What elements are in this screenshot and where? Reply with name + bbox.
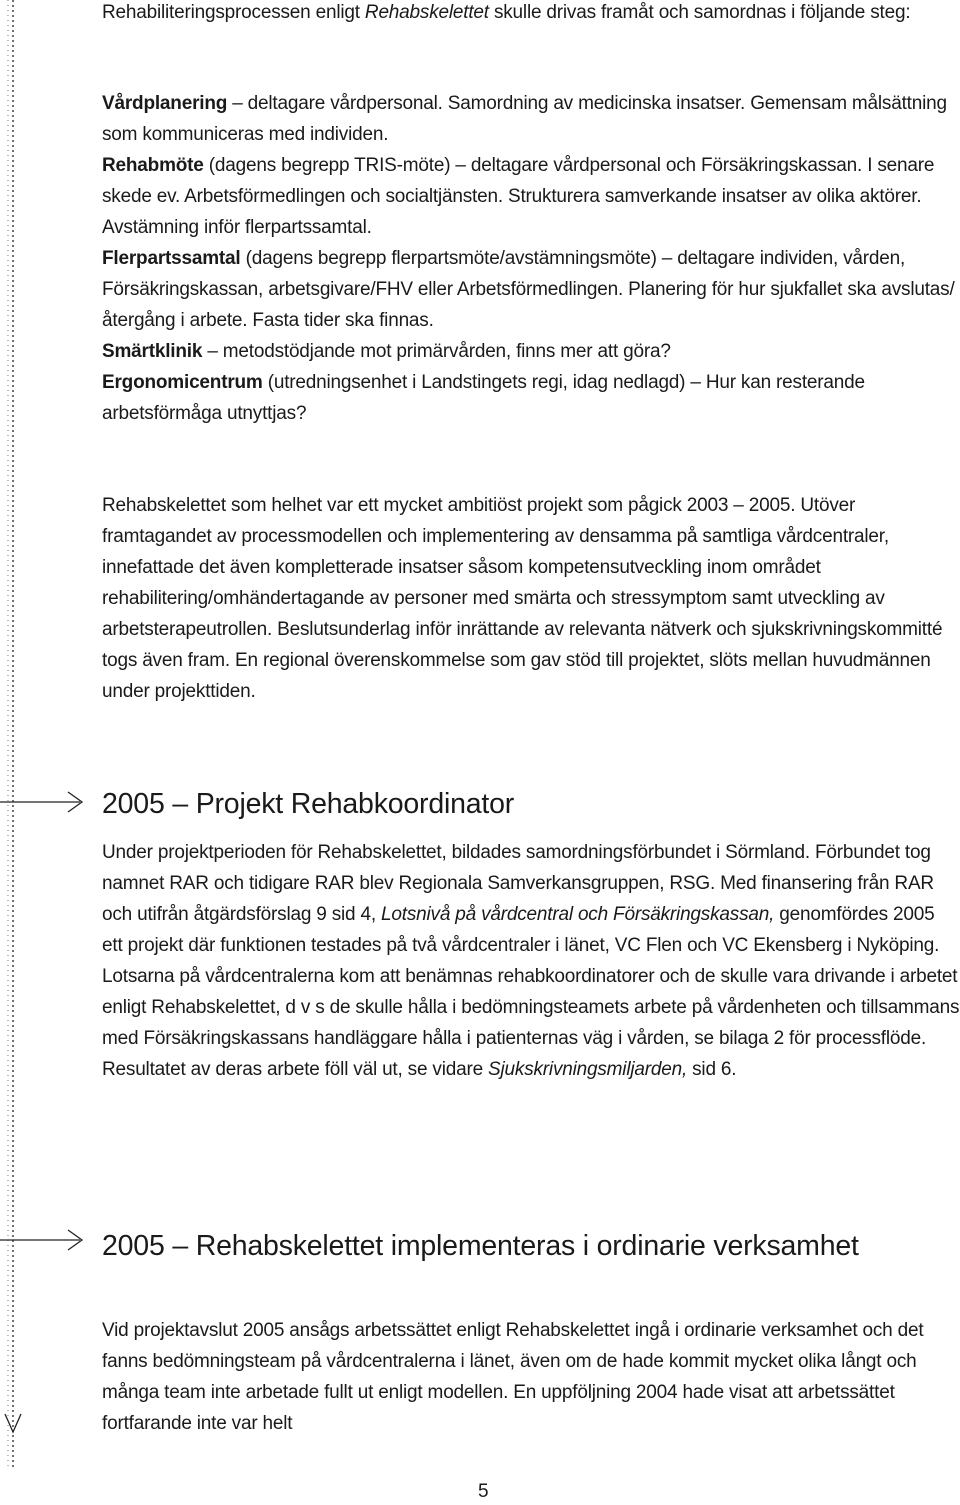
page-number: 5 [478,1481,489,1502]
intro-emphasis: Rehabskelettet [364,2,489,23]
summary-paragraph: Rehabskelettet som helhet var ett mycket ambitiöst projekt som pågick 2003 – 2005. Utöver framtagandet av processmodellen och implementering av densamma på samtliga vårdcentraler, innefattade det även kompletterade insatser såsom kompetensutveckling inom området rehabilitering/omhändertagande av personer med smärta och stressymptom samt utveckling av arbetsterapeutrollen. Beslutsunderlag inför inrättande av relevanta nätverk och sjukskrivningskommitté togs även fram. En regional överenskommelse som gav stöd till projektet, slöts mellan huvudmännen under projekttiden. [102,495,943,702]
timeline-graphic [0,0,100,1505]
step-vardplanering: Vårdplanering [102,93,228,114]
section-heading-implementering: 2005 – Rehabskelettet implementeras i ordinarie verksamhet [102,1230,859,1262]
section-implementering-paragraph: Vid projektavslut 2005 ansågs arbetssättet enligt Rehabskelettet ingå i ordinarie verksamhet och det fanns bedömningsteam på vårdcentralerna i länet, även om de hade kommit mycket olika långt och många team inte arbetade fullt ut enligt modellen. En uppföljning 2004 hade visat att arbetssättet fortfarande inte var helt [102,1320,924,1434]
step-ergonomicentrum: Ergonomicentrum [102,372,263,393]
step-flerpartssamtal: Flerpartssamtal [102,248,241,269]
emphasis-lotsniva: Lotsnivå på vårdcentral och Försäkringskassan, [381,904,775,925]
intro-paragraph: Rehabiliteringsprocessen enligt Rehabskelettet skulle drivas framåt och samordnas i följande steg: [102,2,911,23]
step-rehabmote: Rehabmöte [102,155,204,176]
step-smartklinik: Smärtklinik [102,341,203,362]
emphasis-sjukskrivningsmiljarden: Sjukskrivningsmiljarden, [488,1059,688,1080]
section-heading-rehabkoordinator: 2005 – Projekt Rehabkoordinator [102,788,515,820]
steps-paragraph: Vårdplanering – deltagare vårdpersonal. Samordning av medicinska insatser. Gemensam målsättning som kommuniceras med individen. Rehabmöte (dagens begrepp TRIS-möte) – deltagare vårdpersonal och Försäkringskassan. I senare skede ev. Arbetsförmedlingen och socialtjänsten. Strukturera samverkande insatser av olika aktörer. Avstämning inför flerpartssamtal. Flerpartssamtal (dagens begrepp flerpartsmöte/avstämningsmöte) – deltagare individen, vården, Försäkringskassan, arbetsgivare/FHV eller Arbetsförmedlingen. Planering för hur sjukfallet ska avslutas/återgång i arbete. Fasta tider ska finnas. Smärtklinik – metodstödjande mot primärvården, finns mer att göra? Ergonomicentrum (utredningsenhet i Landstingets regi, idag nedlagd) – Hur kan resterande arbetsförmåga utnyttjas? [102,93,955,424]
section-rehabkoordinator-paragraph: Under projektperioden för Rehabskelettet, bildades samordningsförbundet i Sörmland. Förbundet tog namnet RAR och tidigare RAR blev Regionala Samverkansgruppen, RSG. Med finansering från RAR och utifrån åtgärdsförslag 9 sid 4, Lotsnivå på vårdcentral och Försäkringskassan, genomfördes 2005 ett projekt där funktionen testades på två vårdcentraler i länet, VC Flen och VC Ekensberg i Nyköping. Lotsarna på vårdcentralerna kom att benämnas rehabkoordinatorer och de skulle vara drivande i arbetet enligt Rehabskelettet, d v s de skulle hålla i bedömningsteamets arbete på vårdenheten och tillsammans med Försäkringskassans handläggare hålla i patienternas väg i vården, se bilaga 2 för processflöde. Resultatet av deras arbete föll väl ut, se vidare Sjukskrivningsmiljarden, sid 6. [102,842,960,1080]
